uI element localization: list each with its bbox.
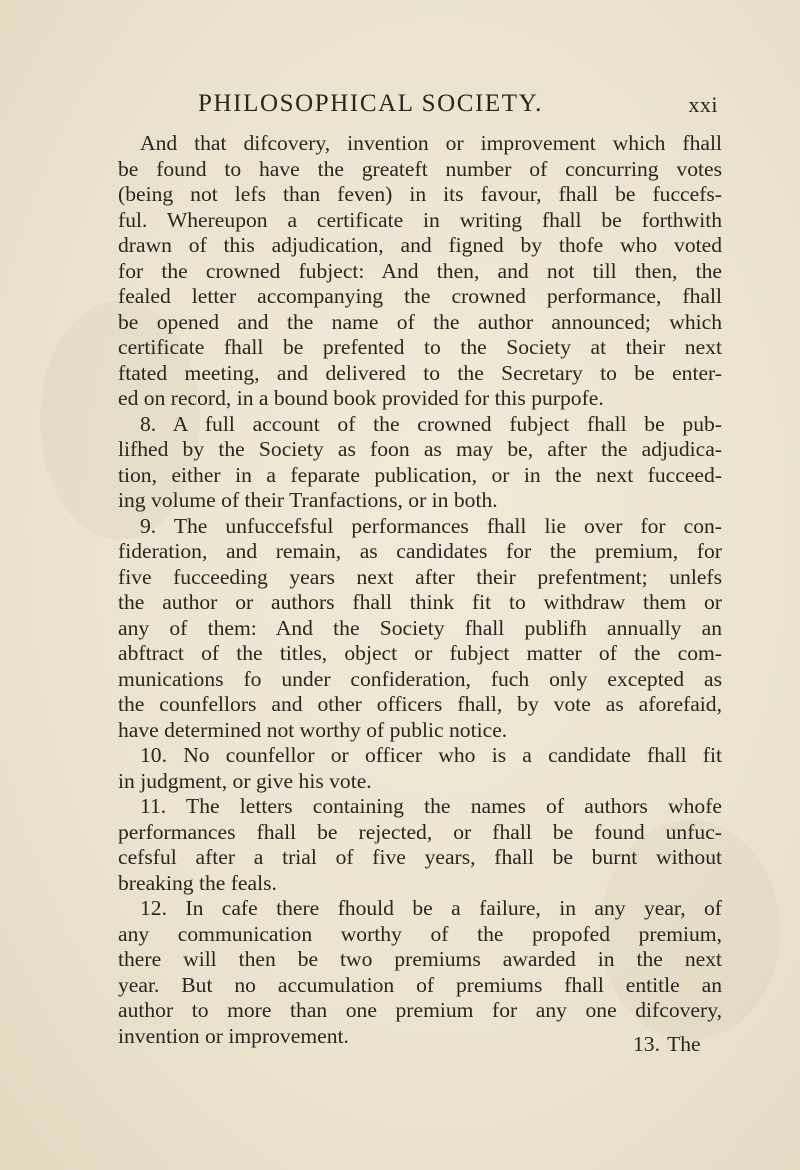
- text-line: 8. A full account of the crowned fubject fhall be pub-: [140, 411, 722, 436]
- text-line: five fucceeding years next after their prefentment; unlefs: [118, 564, 722, 589]
- text-line: abftract of the titles, object or fubject matter of the com-: [118, 641, 722, 665]
- body-text: [118, 131, 722, 1049]
- running-head: PHILOSOPHICAL SOCIETY.: [198, 90, 543, 117]
- text-line: drawn of this adjudication, and figned by thofe who voted: [118, 233, 722, 257]
- text-line: invention or improvement.: [118, 1023, 349, 1048]
- text-line: author to more than one premium for any one difcovery,: [118, 998, 722, 1022]
- catchword-word: The: [667, 1032, 701, 1056]
- catchword-number: 13.: [633, 1032, 660, 1056]
- text-line: 12. In cafe there fhould be a failure, in any year, of: [140, 896, 722, 920]
- text-line: the author or authors fhall think fit to withdraw them or: [118, 590, 722, 614]
- text-line: any of them: And the Society fhall publifh annually an: [118, 615, 722, 640]
- text-line: have determined not worthy of public notice.: [118, 717, 508, 742]
- text-line: there will then be two premiums awarded in the next: [118, 947, 722, 971]
- text-line: be opened and the name of the author announced; which: [118, 309, 722, 334]
- text-line: (being not lefs than feven) in its favour, fhall be fuccefs-: [118, 182, 722, 206]
- text-line: tion, either in a feparate publication, or in the next fucceed-: [118, 462, 722, 487]
- catchword: [633, 1032, 701, 1057]
- text-line: be found to have the greateft number of concurring votes: [118, 156, 722, 181]
- text-line: 9. The unfuccefsful performances fhall lie over for con-: [140, 513, 722, 538]
- text-line: in judgment, or give his vote.: [118, 768, 372, 793]
- text-line: certificate fhall be prefented to the Society at their next: [118, 335, 722, 359]
- text-line: ftated meeting, and delivered to the Secretary to be enter-: [118, 360, 722, 385]
- text-line: any communication worthy of the propofed premium,: [118, 921, 722, 946]
- text-line: breaking the feals.: [118, 870, 277, 895]
- text-line: 10. No counfellor or officer who is a candidate fhall fit: [140, 743, 722, 767]
- text-line: 11. The letters containing the names of authors whofe: [140, 794, 722, 818]
- text-line: year. But no accumulation of premiums fhall entitle an: [118, 972, 722, 997]
- text-line: lifhed by the Society as foon as may be, after the adjudica-: [118, 437, 722, 461]
- text-line: performances fhall be rejected, or fhall be found unfuc-: [118, 819, 722, 844]
- text-line: ed on record, in a bound book provided for this purpofe.: [118, 386, 604, 410]
- page-number: xxi: [688, 92, 718, 117]
- page-header: [198, 90, 718, 124]
- text-line: cefsful after a trial of five years, fhall be burnt without: [118, 845, 722, 869]
- text-line: ing volume of their Tranfactions, or in both.: [118, 488, 498, 512]
- text-line: munications fo under confideration, fuch only excepted as: [118, 666, 722, 691]
- text-line: fealed letter accompanying the crowned performance, fhall: [118, 284, 722, 308]
- text-line: ful. Whereupon a certificate in writing fhall be forthwith: [118, 207, 722, 232]
- text-line: for the crowned fubject: And then, and not till then, the: [118, 258, 722, 283]
- text-line: fideration, and remain, as candidates for the premium, for: [118, 539, 722, 563]
- text-line: And that difcovery, invention or improvement which fhall: [140, 131, 722, 155]
- text-line: the counfellors and other officers fhall, by vote as aforefaid,: [118, 692, 722, 716]
